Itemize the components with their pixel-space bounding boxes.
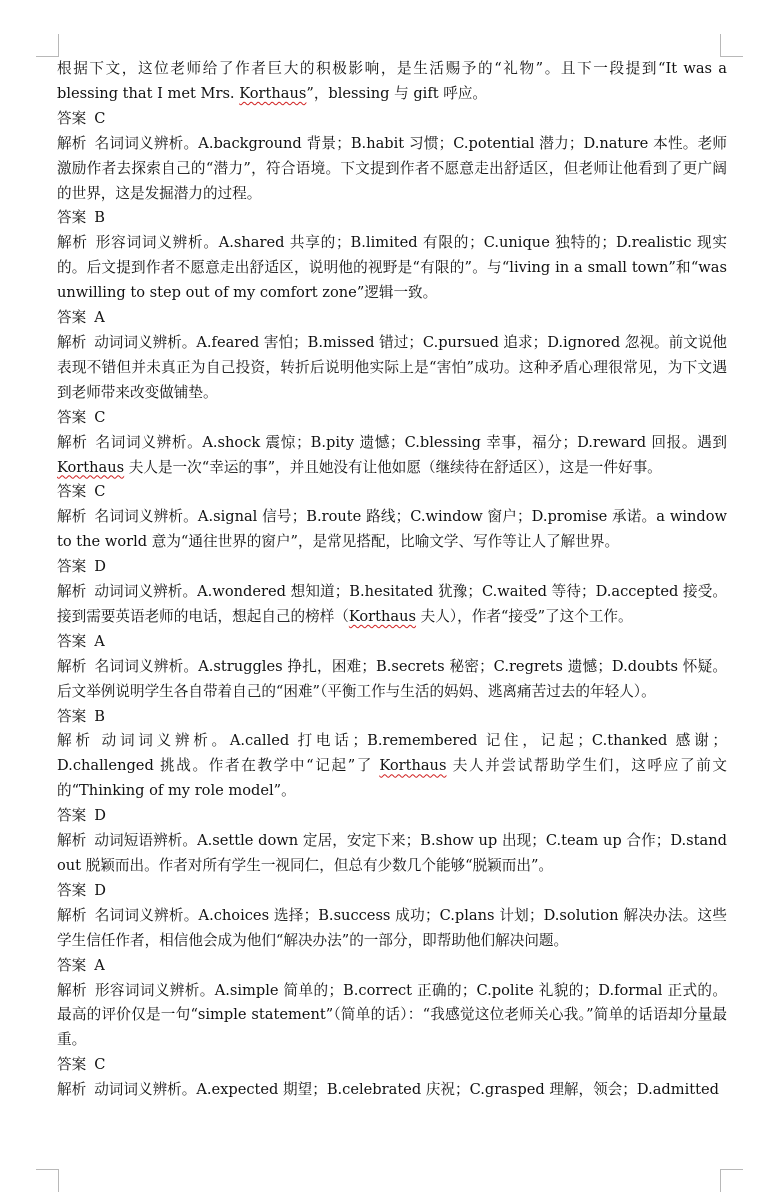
answer-value: C: [94, 483, 106, 501]
answer-value: B: [94, 209, 105, 227]
answer-value: C: [94, 408, 106, 426]
answer-label: 答案: [57, 1056, 87, 1074]
spellcheck-word: Korthaus: [239, 84, 307, 102]
intro-paragraph: [57, 57, 727, 107]
analysis-text: 名词词义辨析。A.signal 信号；B.route 路线；C.window 窗户；D.promise 承诺。a window to the world 意为“通往世界的窗户”，是常见搭配，比喻文学、写作等让人了解世界。: [57, 508, 727, 551]
answer-label: 答案: [57, 707, 87, 725]
analysis-text: 形容词词义辨析。A.simple 简单的；B.correct 正确的；C.polite 礼貌的；D.formal 正式的。最高的评价仅是一句“simple statement”（简单的话）：“我感觉这位老师关心我。”简单的话语却分量最重。: [57, 981, 727, 1049]
analysis-paragraph: [57, 979, 727, 1054]
answer-label: 答案: [57, 309, 87, 327]
analysis-text: 名词词义辨析。A.background 背景；B.habit 习惯；C.potential 潜力；D.nature 本性。老师激励作者去探索自己的“潜力”，符合语境。下文提到作者不愿意走出舒适区，但老师让他看到了更广阔的世界，这是发掘潜力的过程。: [57, 134, 727, 202]
answer-value: D: [94, 881, 106, 899]
answer-line: [57, 879, 727, 904]
page-corner-mark-top-left: [36, 34, 59, 57]
answer-label: 答案: [57, 408, 87, 426]
answer-label: 答案: [57, 807, 87, 825]
answer-value: D: [94, 807, 106, 825]
page-corner-mark-bottom-right: [720, 1169, 743, 1192]
answer-line: [57, 555, 727, 580]
analysis-paragraph: [57, 132, 727, 207]
analysis-paragraph: [57, 505, 727, 555]
analysis-text: 动词词义辨析。A.feared 害怕；B.missed 错过；C.pursued 追求；D.ignored 忽视。前文说他表现不错但并未真正为自己投资，转折后说明他实际上是“害怕”成功。这种矛盾心理很常见，为下文遇到老师带来改变做铺垫。: [57, 333, 727, 401]
analysis-paragraph: [57, 729, 727, 804]
analysis-label: 解析: [57, 583, 87, 601]
answer-value: D: [94, 558, 106, 576]
answer-label: 答案: [57, 956, 87, 974]
analysis-paragraph: [57, 431, 727, 481]
analysis-label: 解析: [57, 732, 94, 750]
analysis-label: 解析: [57, 508, 87, 526]
analysis-paragraph: [57, 231, 727, 306]
spellcheck-word: Korthaus: [348, 607, 417, 625]
answer-label: 答案: [57, 483, 87, 501]
analysis-paragraph: [57, 655, 727, 705]
analysis-label: 解析: [57, 832, 87, 850]
analysis-paragraph: [57, 1078, 727, 1103]
answer-line: [57, 406, 727, 431]
analysis-paragraph: [57, 331, 727, 406]
answer-line: [57, 206, 727, 231]
analysis-text: 名词词义辨析。A.shock 震惊；B.pity 遗憾；C.blessing 幸事，福分；D.reward 回报。遇到: [95, 433, 727, 451]
analysis-paragraph: [57, 904, 727, 954]
analysis-label: 解析: [57, 433, 88, 451]
spellcheck-word: Korthaus: [57, 458, 125, 476]
answer-line: [57, 306, 727, 331]
analysis-text: 动词词义辨析。A.wondered 想知道；B.hesitated 犹豫；C.waited 等待；D.accepted 接受。接到需要英语老师的电话，想起自己的榜样（: [57, 583, 727, 625]
analysis-text: 形容词词义辨析。A.shared 共享的；B.limited 有限的；C.unique 独特的；D.realistic 现实的。后文提到作者不愿意走出舒适区，说明他的视野是“有限的”。与“living in a small town”和“was unwilling to step out of my comfort zone”逻辑一致。: [57, 234, 727, 302]
answer-value: B: [94, 707, 105, 725]
answer-line: [57, 630, 727, 655]
analysis-paragraph: [57, 829, 727, 879]
answer-line: [57, 107, 727, 132]
page-corner-mark-bottom-left: [36, 1169, 59, 1192]
intro-text-2: ”，blessing 与 gift 呼应。: [306, 84, 488, 102]
answer-value: A: [94, 632, 105, 650]
analysis-text: 动词词义辨析。A.called 打电话；B.remembered 记住，记起；C.thanked 感谢；D.challenged 挑战。作者在教学中“记起”了: [57, 732, 727, 775]
analysis-text: 夫人是一次“幸运的事”，并且她没有让他如愿（继续待在舒适区），这是一件好事。: [124, 458, 662, 476]
analysis-label: 解析: [57, 1081, 87, 1099]
analysis-text: 名词词义辨析。A.struggles 挣扎，困难；B.secrets 秘密；C.regrets 遗憾；D.doubts 怀疑。后文举例说明学生各自带着自己的“困难”（平衡工作与生活的妈妈、逃离痛苦过去的年轻人）。: [57, 657, 727, 700]
analysis-text: 动词词义辨析。A.expected 期望；B.celebrated 庆祝；C.grasped 理解，领会；D.admitted: [94, 1081, 719, 1099]
answer-label: 答案: [57, 632, 87, 650]
document-body: [57, 57, 727, 1103]
answer-value: A: [94, 956, 105, 974]
analysis-label: 解析: [57, 657, 87, 675]
analysis-text: 夫人），作者“接受”了这个工作。: [416, 607, 633, 625]
answer-label: 答案: [57, 558, 87, 576]
analysis-label: 解析: [57, 134, 87, 152]
analysis-label: 解析: [57, 981, 87, 999]
answer-line: [57, 1053, 727, 1078]
analysis-label: 解析: [57, 906, 87, 924]
analysis-text: 动词短语辨析。A.settle down 定居，安定下来；B.show up 出现；C.team up 合作；D.stand out 脱颖而出。作者对所有学生一视同仁，但总有少数几个能够“脱颖而出”。: [57, 832, 727, 874]
answer-value: C: [94, 1056, 106, 1074]
answer-value: A: [94, 309, 105, 327]
spellcheck-word: Korthaus: [379, 757, 447, 775]
answer-value: C: [94, 109, 106, 127]
analysis-text: 夫人并尝试帮助学生们，这呼应了前文的“Thinking of my role model”。: [57, 757, 728, 800]
answer-line: [57, 480, 727, 505]
analysis-label: 解析: [57, 333, 87, 351]
analysis-label: 解析: [57, 234, 88, 252]
answer-line: [57, 954, 727, 979]
answer-label: 答案: [57, 109, 87, 127]
answer-label: 答案: [57, 881, 87, 899]
page-corner-mark-top-right: [720, 34, 743, 57]
answer-line: [57, 705, 727, 730]
intro-text-1: 根据下文，这位老师给了作者巨大的积极影响，是生活赐予的“礼物”。且下一段提到“It was a blessing that I met Mrs.: [57, 60, 727, 102]
answer-label: 答案: [57, 209, 87, 227]
analysis-paragraph: [57, 580, 727, 630]
analysis-text: 名词词义辨析。A.choices 选择；B.success 成功；C.plans 计划；D.solution 解决办法。这些学生信任作者，相信他会成为他们“解决办法”的一部分，即帮助他们解决问题。: [57, 906, 727, 949]
answer-line: [57, 804, 727, 829]
